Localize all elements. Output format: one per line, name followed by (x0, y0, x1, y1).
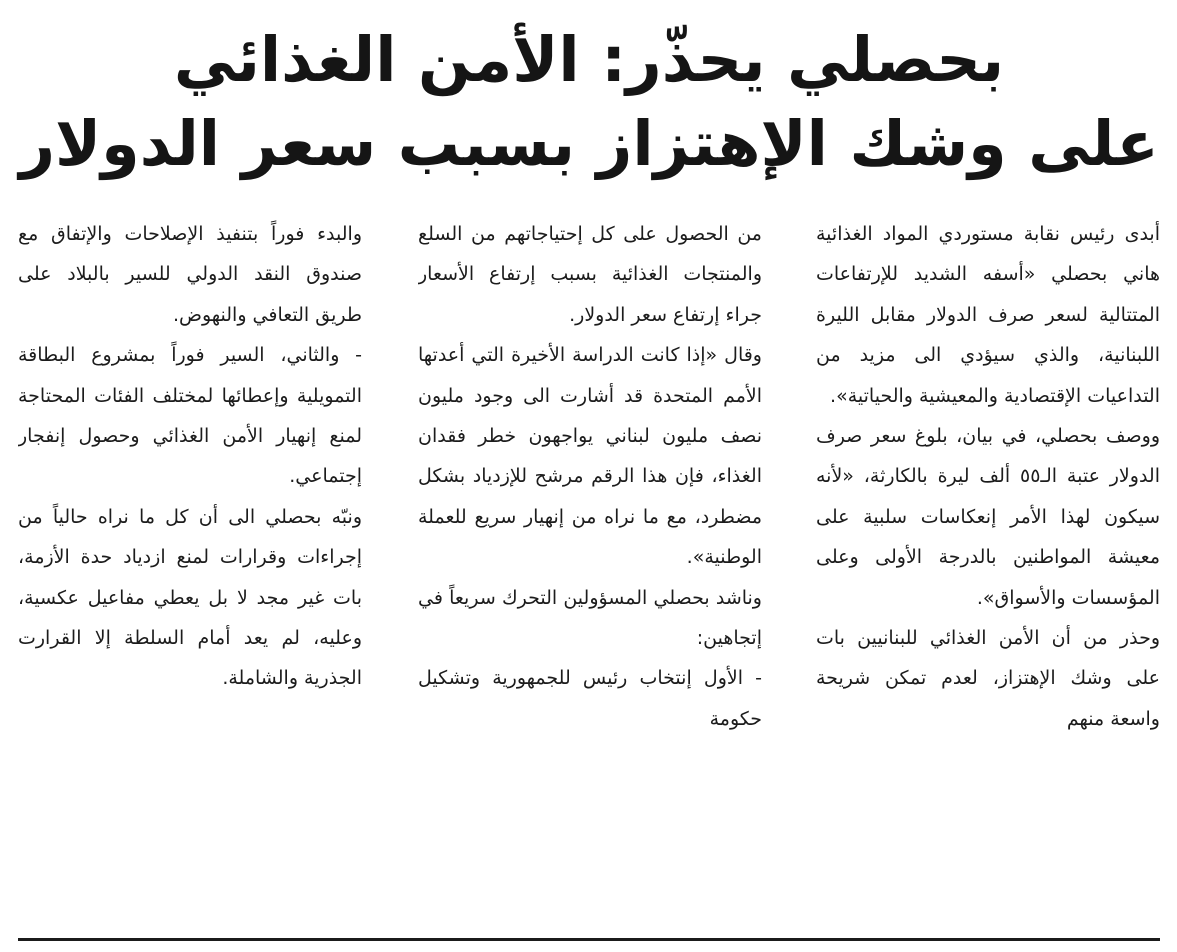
paragraph: من الحصول على كل إحتياجاتهم من السلع والمنتجات الغذائية بسبب إرتفاع الأسعار جراء إرتفاع سعر الدولار. (418, 223, 762, 326)
paragraph: ونبّه بحصلي الى أن كل ما نراه حالياً من إجراءات وقرارات لمنع ازدياد حدة الأزمة، بات غير مجد لا بل يعطي مفاعيل عكسية، وعليه، لم يعد أمام السلطة إلا القرارت الجذرية والشاملة. (18, 505, 362, 690)
article-headline (14, 18, 1164, 186)
article-body (18, 214, 1160, 914)
paragraph: ووصف بحصلي، في بيان، بلوغ سعر صرف الدولار عتبة الـ٥٥ ألف ليرة بالكارثة، «لأنه سيكون لهذا الأمر إنعكاسات سلبية على معيشة المواطنين بالدرجة الأولى وعلى المؤسسات والأسواق». (816, 425, 1160, 609)
column-right (816, 214, 1160, 914)
paragraph: وحذر من أن الأمن الغذائي للبنانيين بات على وشك الإهتزاز، لعدم تمكن شريحة واسعة منهم (816, 627, 1160, 730)
headline-line-1: بحصلي يحذّر: الأمن الغذائي (173, 23, 1005, 96)
bottom-rule (18, 938, 1160, 941)
column-left (18, 214, 362, 914)
paragraph: والبدء فوراً بتنفيذ الإصلاحات والإتفاق مع صندوق النقد الدولي للسير بالبلاد على طريق التعافي والنهوض. (18, 223, 362, 326)
paragraph: أبدى رئيس نقابة مستوردي المواد الغذائية هاني بحصلي «أسفه الشديد للإرتفاعات المتتالية لسعر صرف الدولار مقابل الليرة اللبنانية، والذي سيؤدي الى مزيد من التداعيات الإقتصادية والمعيشية والحياتية». (816, 223, 1160, 407)
column-middle (418, 214, 762, 914)
paragraph: - والثاني، السير فوراً بمشروع البطاقة التمويلية وإعطائها لمختلف الفئات المحتاجة لمنع إنهيار الأمن الغذائي وحصول إنفجار إجتماعي. (18, 344, 362, 488)
paragraph: وناشد بحصلي المسؤولين التحرك سريعاً في إتجاهين: (418, 586, 762, 650)
paragraph: - الأول إنتخاب رئيس للجمهورية وتشكيل حكومة (418, 667, 762, 730)
paragraph: وقال «إذا كانت الدراسة الأخيرة التي أعدتها الأمم المتحدة قد أشارت الى وجود مليون نصف مليون لبناني يواجهون خطر فقدان الغذاء، فإن هذا الرقم مرشح للإزدياد بشكل مضطرد، مع ما نراه من إنهيار سريع للعملة الوطنية». (418, 344, 762, 569)
headline-line-2: على وشك الإهتزاز بسبب سعر الدولار (19, 107, 1159, 180)
